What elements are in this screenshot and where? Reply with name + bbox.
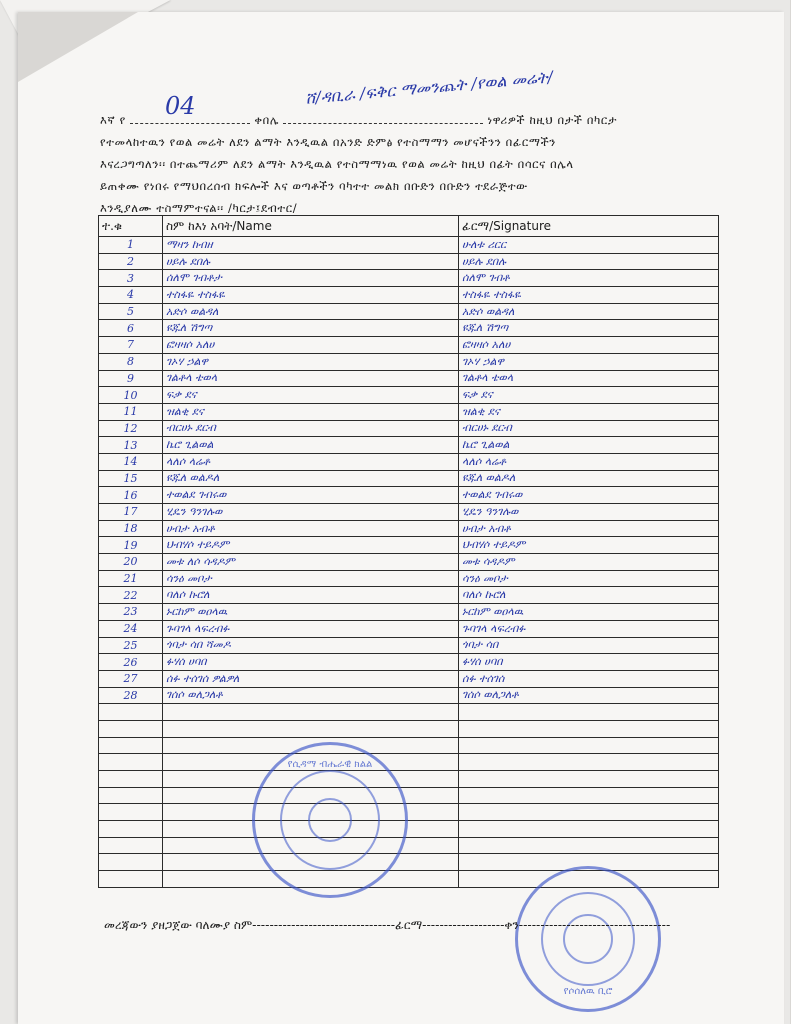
table-row xyxy=(99,570,719,587)
row-number: 21 xyxy=(99,570,163,587)
row-name xyxy=(163,704,459,721)
row-name: ፎዛዛሶ አለሀ xyxy=(163,337,459,354)
row-number: 22 xyxy=(99,587,163,604)
row-name: ላለሶ ላሬቶ xyxy=(163,453,459,470)
handwritten-place-name: ሸ/ዳቢራ /ፍቅር ማመንጨት /የወል መሬት/ xyxy=(304,67,554,108)
row-signature: ዩጁለ ሽግጣ xyxy=(459,320,719,337)
row-name: ጎባታ ሳበ ሻመዶ xyxy=(163,637,459,654)
table-row xyxy=(99,287,719,304)
table-row xyxy=(99,337,719,354)
row-signature xyxy=(459,754,719,771)
row-number: 16 xyxy=(99,487,163,504)
table-row xyxy=(99,437,719,454)
row-name: ጉባገላ ላፍረብፉ xyxy=(163,620,459,637)
row-number xyxy=(99,821,163,838)
table-row xyxy=(99,787,719,804)
col-name-header: ስም ከእነ አባት/Name xyxy=(163,216,459,237)
row-name: ኬሮ ጊልወል xyxy=(163,437,459,454)
row-name: ሳንዕ መቦታ xyxy=(163,570,459,587)
row-number: 7 xyxy=(99,337,163,354)
row-number: 25 xyxy=(99,637,163,654)
row-number: 5 xyxy=(99,303,163,320)
row-number: 15 xyxy=(99,470,163,487)
row-signature: ሰለሞ ገብቶ xyxy=(459,270,719,287)
row-signature: ኑርከም ወዐላዉ xyxy=(459,604,719,621)
row-number xyxy=(99,754,163,771)
row-number: 18 xyxy=(99,520,163,537)
row-name: መቱ ለሶ ሳዳዶም xyxy=(163,554,459,571)
row-number: 19 xyxy=(99,537,163,554)
row-number: 26 xyxy=(99,654,163,671)
table-row xyxy=(99,821,719,838)
row-name: ገሰሶ ወለጋለቶ xyxy=(163,687,459,704)
row-name: ሀብታ አብቶ xyxy=(163,520,459,537)
row-name: ገኦሃ ኃልዋ xyxy=(163,353,459,370)
table-row xyxy=(99,620,719,637)
row-signature: ገኦሃ ኃልዋ xyxy=(459,353,719,370)
row-name: ፉሃሰ ሀባበ xyxy=(163,654,459,671)
row-signature xyxy=(459,837,719,854)
stamp-emblem-icon xyxy=(308,798,352,842)
row-number: 1 xyxy=(99,237,163,254)
row-signature: ፍቃ ደና xyxy=(459,387,719,404)
row-name: ሰፉ ተሰገሰ ዎልዎለ xyxy=(163,670,459,687)
table-row xyxy=(99,487,719,504)
row-signature: ዩጁለ ወልዶለ xyxy=(459,470,719,487)
row-signature xyxy=(459,804,719,821)
table-row xyxy=(99,554,719,571)
row-number: 6 xyxy=(99,320,163,337)
row-number: 9 xyxy=(99,370,163,387)
table-row xyxy=(99,370,719,387)
table-row xyxy=(99,270,719,287)
table-row xyxy=(99,253,719,270)
row-signature: ሳንዕ መቦታ xyxy=(459,570,719,587)
table-row xyxy=(99,320,719,337)
row-number xyxy=(99,771,163,788)
row-signature: ሂዴን ዓንገሉወ xyxy=(459,504,719,521)
handwritten-kebele-number: 04 xyxy=(165,92,196,120)
header-line-3: እናረጋግጣለን፡፡ በተጨማሪም ለደን ልማት እንዲዉል የተስማማነዉ የወል መሬት ከዚህ በፊት በሳርና በሌላ xyxy=(100,157,574,171)
row-signature: ብርሀኑ ደርብ xyxy=(459,420,719,437)
table-row xyxy=(99,737,719,754)
row-number: 10 xyxy=(99,387,163,404)
row-number: 17 xyxy=(99,504,163,521)
table-header-row xyxy=(99,216,719,237)
kebele-blank xyxy=(130,123,250,124)
row-signature: ተወልደ ገብሩወ xyxy=(459,487,719,504)
row-number: 28 xyxy=(99,687,163,704)
table-row xyxy=(99,587,719,604)
row-signature: ባለሶ ኩሮለ xyxy=(459,587,719,604)
row-number xyxy=(99,871,163,888)
row-signature xyxy=(459,787,719,804)
row-number: 11 xyxy=(99,403,163,420)
table-row xyxy=(99,237,719,254)
col-no-header: ተ.ቁ xyxy=(99,216,163,237)
header-line-5: እንዲያለሙ ተስማምተናል፡፡ /ካርታ፤ደብተር/ xyxy=(100,201,298,215)
table-row xyxy=(99,720,719,737)
row-number: 14 xyxy=(99,453,163,470)
row-signature: ተስፋዬ ተስፋዬ xyxy=(459,287,719,304)
table-row xyxy=(99,604,719,621)
table-row xyxy=(99,504,719,521)
row-number: 24 xyxy=(99,620,163,637)
table-row xyxy=(99,837,719,854)
row-signature: ሰፉ ተሰገሰ xyxy=(459,670,719,687)
row-signature xyxy=(459,821,719,838)
signature-table xyxy=(98,215,719,888)
row-signature: ፉሃሰ ሀባበ xyxy=(459,654,719,671)
row-number xyxy=(99,720,163,737)
table-row xyxy=(99,637,719,654)
row-signature: ፎዛዛሶ አለሀ xyxy=(459,337,719,354)
row-signature: ሁለቱ ሪርር xyxy=(459,237,719,254)
kebele-label: ቀበሌ xyxy=(254,113,279,127)
row-name: ሂዴን ዓንገሉወ xyxy=(163,504,459,521)
table-row xyxy=(99,687,719,704)
row-signature xyxy=(459,720,719,737)
row-name: ፍቃ ደና xyxy=(163,387,459,404)
table-row xyxy=(99,854,719,871)
row-number xyxy=(99,804,163,821)
table-row xyxy=(99,520,719,537)
row-number xyxy=(99,854,163,871)
table-row xyxy=(99,804,719,821)
header-line-4: ይጠቀሙ የነበሩ የማህበረሰብ ክፍሎች እና ወጣቶችን ባካተተ መልክ በቡድን በቡድን ተደራጅተው xyxy=(100,179,528,193)
row-signature: ገልቶላ ቴወላ xyxy=(459,370,719,387)
table-row xyxy=(99,387,719,404)
row-name: ማዛን ከብዘ xyxy=(163,237,459,254)
row-name: ዩጁለ ሽግጣ xyxy=(163,320,459,337)
dog-ear-fold xyxy=(18,12,138,82)
col-signature-header: ፊርማ/Signature xyxy=(459,216,719,237)
row-name: ተወልደ ገብሩወ xyxy=(163,487,459,504)
row-number: 12 xyxy=(99,420,163,437)
row-signature: ኬሮ ጊልወል xyxy=(459,437,719,454)
stamp-bottom-text: የሶሰለዉ ቢሮ xyxy=(563,986,613,997)
row-number xyxy=(99,737,163,754)
row-number: 13 xyxy=(99,437,163,454)
line1-prefix: እኛ የ xyxy=(100,113,126,127)
stamp-center-text: የሲዳማ ብሔራዊ ክልል xyxy=(287,759,373,770)
row-name: ባለሶ ኩሮለ xyxy=(163,587,459,604)
row-signature xyxy=(459,737,719,754)
row-signature: አድሶ ወልዳለ xyxy=(459,303,719,320)
table-row xyxy=(99,670,719,687)
row-signature: ገሰሶ ወለጋለቶ xyxy=(459,687,719,704)
line1-suffix: ነዋሪዎች ከዚህ በታች በካርታ xyxy=(487,113,618,127)
row-signature xyxy=(459,771,719,788)
row-signature xyxy=(459,704,719,721)
row-number: 3 xyxy=(99,270,163,287)
row-name: ዩጁለ ወልዶለ xyxy=(163,470,459,487)
circular-stamp-bottom xyxy=(515,866,661,1012)
row-name: ዝልቂ ደና xyxy=(163,403,459,420)
table-row xyxy=(99,453,719,470)
row-name: ገልቶላ ቴወላ xyxy=(163,370,459,387)
row-number: 23 xyxy=(99,604,163,621)
table-row xyxy=(99,754,719,771)
row-number xyxy=(99,787,163,804)
row-name: ብርሀኑ ደርብ xyxy=(163,420,459,437)
row-name xyxy=(163,720,459,737)
table-row xyxy=(99,704,719,721)
row-signature: ህብሃሶ ተይዶም xyxy=(459,537,719,554)
table-row xyxy=(99,470,719,487)
row-name: አድሶ ወልዳለ xyxy=(163,303,459,320)
table-row xyxy=(99,353,719,370)
row-signature: ጎባታ ሳበ xyxy=(459,637,719,654)
row-signature: ዝልቂ ደና xyxy=(459,403,719,420)
table-row xyxy=(99,654,719,671)
row-signature: ጉባገላ ላፍረብፉ xyxy=(459,620,719,637)
row-name: ተስፋዬ ተስፋዬ xyxy=(163,287,459,304)
row-name: ህብሃሶ ተይዶም xyxy=(163,537,459,554)
row-name: ሀይሉ ደበሉ xyxy=(163,253,459,270)
preparer-footer: መረጃውን ያዘጋጀው ባለሙያ ስም---------------------------------ፊርማ-------------------ቀን----------------------------------- xyxy=(104,918,671,932)
row-number: 4 xyxy=(99,287,163,304)
row-number: 20 xyxy=(99,554,163,571)
row-number xyxy=(99,704,163,721)
row-signature: ሀብታ አብቶ xyxy=(459,520,719,537)
table-row xyxy=(99,303,719,320)
row-number: 8 xyxy=(99,353,163,370)
row-signature: መቱ ሳዳዶም xyxy=(459,554,719,571)
header-line-2: የተመላከተዉን የወል መሬት ለደን ልማት እንዲዉል በአንድ ድምፅ የተስማማን መሆናችንን በፊርማችን xyxy=(100,135,556,149)
table-row xyxy=(99,537,719,554)
row-name: ሰለሞ ገብቶታ xyxy=(163,270,459,287)
row-number: 27 xyxy=(99,670,163,687)
place-blank xyxy=(283,123,483,124)
circular-stamp-center xyxy=(252,742,408,898)
table-row xyxy=(99,403,719,420)
row-number: 2 xyxy=(99,253,163,270)
row-signature: ሀይሉ ደበሉ xyxy=(459,253,719,270)
row-number xyxy=(99,837,163,854)
table-row xyxy=(99,771,719,788)
table-row xyxy=(99,420,719,437)
row-signature: ላለሶ ላሬቶ xyxy=(459,453,719,470)
row-name: ኑርከም ወዐላዉ xyxy=(163,604,459,621)
